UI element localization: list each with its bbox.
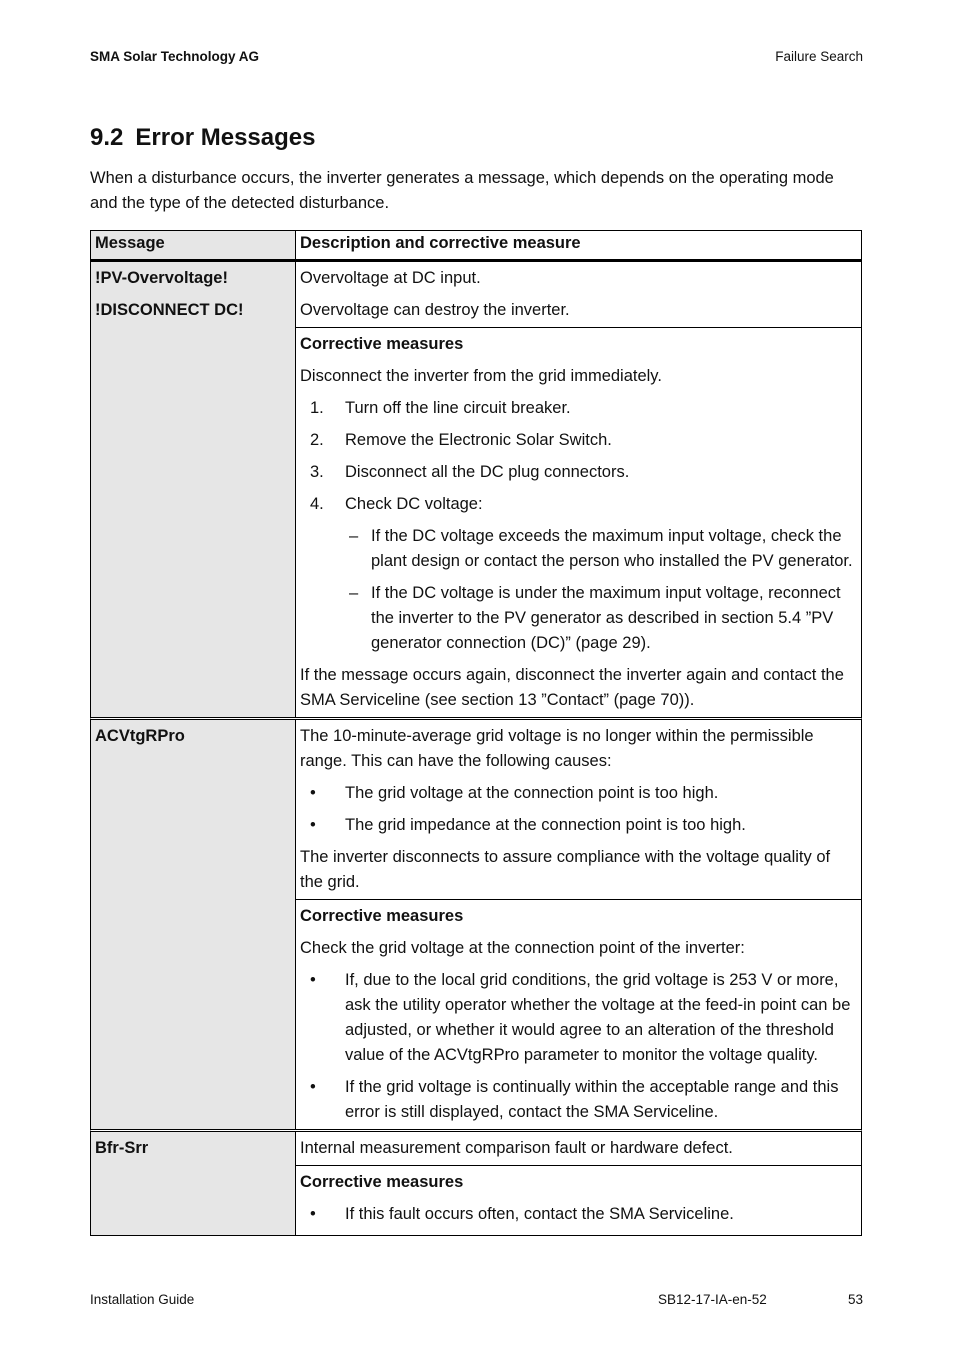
sub-list — [345, 524, 855, 656]
list-item — [345, 581, 855, 656]
table-row — [90, 717, 862, 1129]
section-number: 9.2 — [90, 124, 124, 151]
description-line: Overvoltage can destroy the inverter. — [300, 301, 570, 319]
step-number: 1. — [310, 399, 324, 417]
list-item — [345, 524, 855, 574]
sub-item-text: If the DC voltage is under the maximum input voltage, reconnect the inverter to the PV generator as described in section 5.4 ”PV generator connection (DC)” (page 29). — [371, 584, 841, 652]
description-cell — [296, 262, 861, 717]
page-footer — [90, 1292, 863, 1312]
measure-text: If, due to the local grid conditions, the grid voltage is 253 V or more, ask the utility operator whether the voltage at the feed-in point can be adjusted, or whether it would agree to an alteration of the threshold value of the ACVtgRPro parameter to monitor the voltage quality. — [345, 971, 851, 1064]
step-text: Remove the Electronic Solar Switch. — [345, 431, 612, 449]
list-item — [300, 1075, 855, 1125]
step-number: 4. — [310, 495, 324, 513]
step-text: Disconnect all the DC plug connectors. — [345, 463, 630, 481]
list-item — [300, 492, 855, 656]
measures-list — [300, 1202, 855, 1227]
table-header — [90, 230, 862, 262]
list-item — [300, 781, 855, 806]
document-type: Installation Guide — [90, 1292, 195, 1307]
intro-paragraph: When a disturbance occurs, the inverter generates a message, which depends on the operating mode and the type of the detected disturbance. — [90, 169, 834, 212]
bullet-marker: • — [310, 1205, 316, 1223]
measures-intro: Disconnect the inverter from the grid immediately. — [300, 367, 662, 385]
bullet-marker: • — [310, 816, 316, 834]
list-item — [300, 460, 855, 485]
description-block — [296, 1132, 861, 1166]
causes-list — [300, 781, 855, 838]
message-code: Bfr-Srr — [95, 1139, 149, 1157]
measure-text: If the grid voltage is continually within the acceptable range and this error is still displayed, contact the SMA Serviceline. — [345, 1078, 839, 1121]
measures-outro: If the message occurs again, disconnect the inverter again and contact the SMA Serviceline (see section 13 ”Contact” (page 70)). — [300, 666, 844, 709]
measure-text: If this fault occurs often, contact the SMA Serviceline. — [345, 1205, 734, 1223]
description-line: Overvoltage at DC input. — [300, 269, 481, 287]
step-number: 2. — [310, 431, 324, 449]
description-intro: The 10-minute-average grid voltage is no longer within the permissible range. This can have the following causes: — [300, 727, 814, 770]
corrective-measures-title: Corrective measures — [300, 907, 464, 925]
bullet-marker: • — [310, 784, 316, 802]
cause-text: The grid voltage at the connection point is too high. — [345, 784, 719, 802]
message-cell — [91, 262, 296, 717]
bullet-marker: • — [310, 971, 316, 989]
list-item — [300, 428, 855, 453]
section-title — [90, 124, 315, 152]
table-row — [90, 1129, 862, 1235]
page-number: 53 — [847, 1292, 863, 1307]
corrective-measures-title: Corrective measures — [300, 1173, 464, 1191]
measures-list — [300, 968, 855, 1125]
document-id: SB12-17-IA-en-52 — [658, 1292, 767, 1307]
description-line: Internal measurement comparison fault or hardware defect. — [300, 1139, 733, 1157]
section-name: Failure Search — [775, 49, 863, 64]
header-description: Description and corrective measure — [296, 231, 861, 259]
description-block — [296, 720, 861, 900]
error-messages-table — [90, 230, 862, 1236]
step-text: Turn off the line circuit breaker. — [345, 399, 571, 417]
description-cell — [296, 1132, 861, 1235]
company-name: SMA Solar Technology AG — [90, 49, 260, 64]
step-text: Check DC voltage: — [345, 495, 483, 513]
description-block — [296, 262, 861, 328]
table-row — [90, 262, 862, 717]
step-number: 3. — [310, 463, 324, 481]
description-outro: The inverter disconnects to assure compliance with the voltage quality of the grid. — [300, 848, 831, 891]
corrective-measures-block — [296, 328, 861, 717]
message-code: ACVtgRPro — [95, 727, 185, 745]
corrective-measures-block — [296, 1166, 861, 1235]
cause-text: The grid impedance at the connection point is too high. — [345, 816, 746, 834]
list-item — [300, 396, 855, 421]
page-header — [90, 49, 863, 69]
message-cell — [91, 1132, 296, 1235]
list-item — [300, 813, 855, 838]
corrective-measures-block — [296, 900, 861, 1129]
message-code: !PV-Overvoltage! — [95, 269, 228, 287]
dash-marker: – — [349, 527, 359, 545]
list-item — [300, 1202, 855, 1227]
steps-list — [300, 396, 855, 656]
header-message: Message — [91, 231, 296, 259]
section-title-text: Error Messages — [135, 124, 316, 151]
message-cell — [91, 720, 296, 1129]
message-code: !DISCONNECT DC! — [95, 301, 244, 319]
list-item — [300, 968, 855, 1068]
bullet-marker: • — [310, 1078, 316, 1096]
dash-marker: – — [349, 584, 359, 602]
sub-item-text: If the DC voltage exceeds the maximum input voltage, check the plant design or contact the person who installed the PV generator. — [371, 527, 853, 570]
description-cell — [296, 720, 861, 1129]
measures-intro: Check the grid voltage at the connection point of the inverter: — [300, 939, 745, 957]
corrective-measures-title: Corrective measures — [300, 335, 464, 353]
